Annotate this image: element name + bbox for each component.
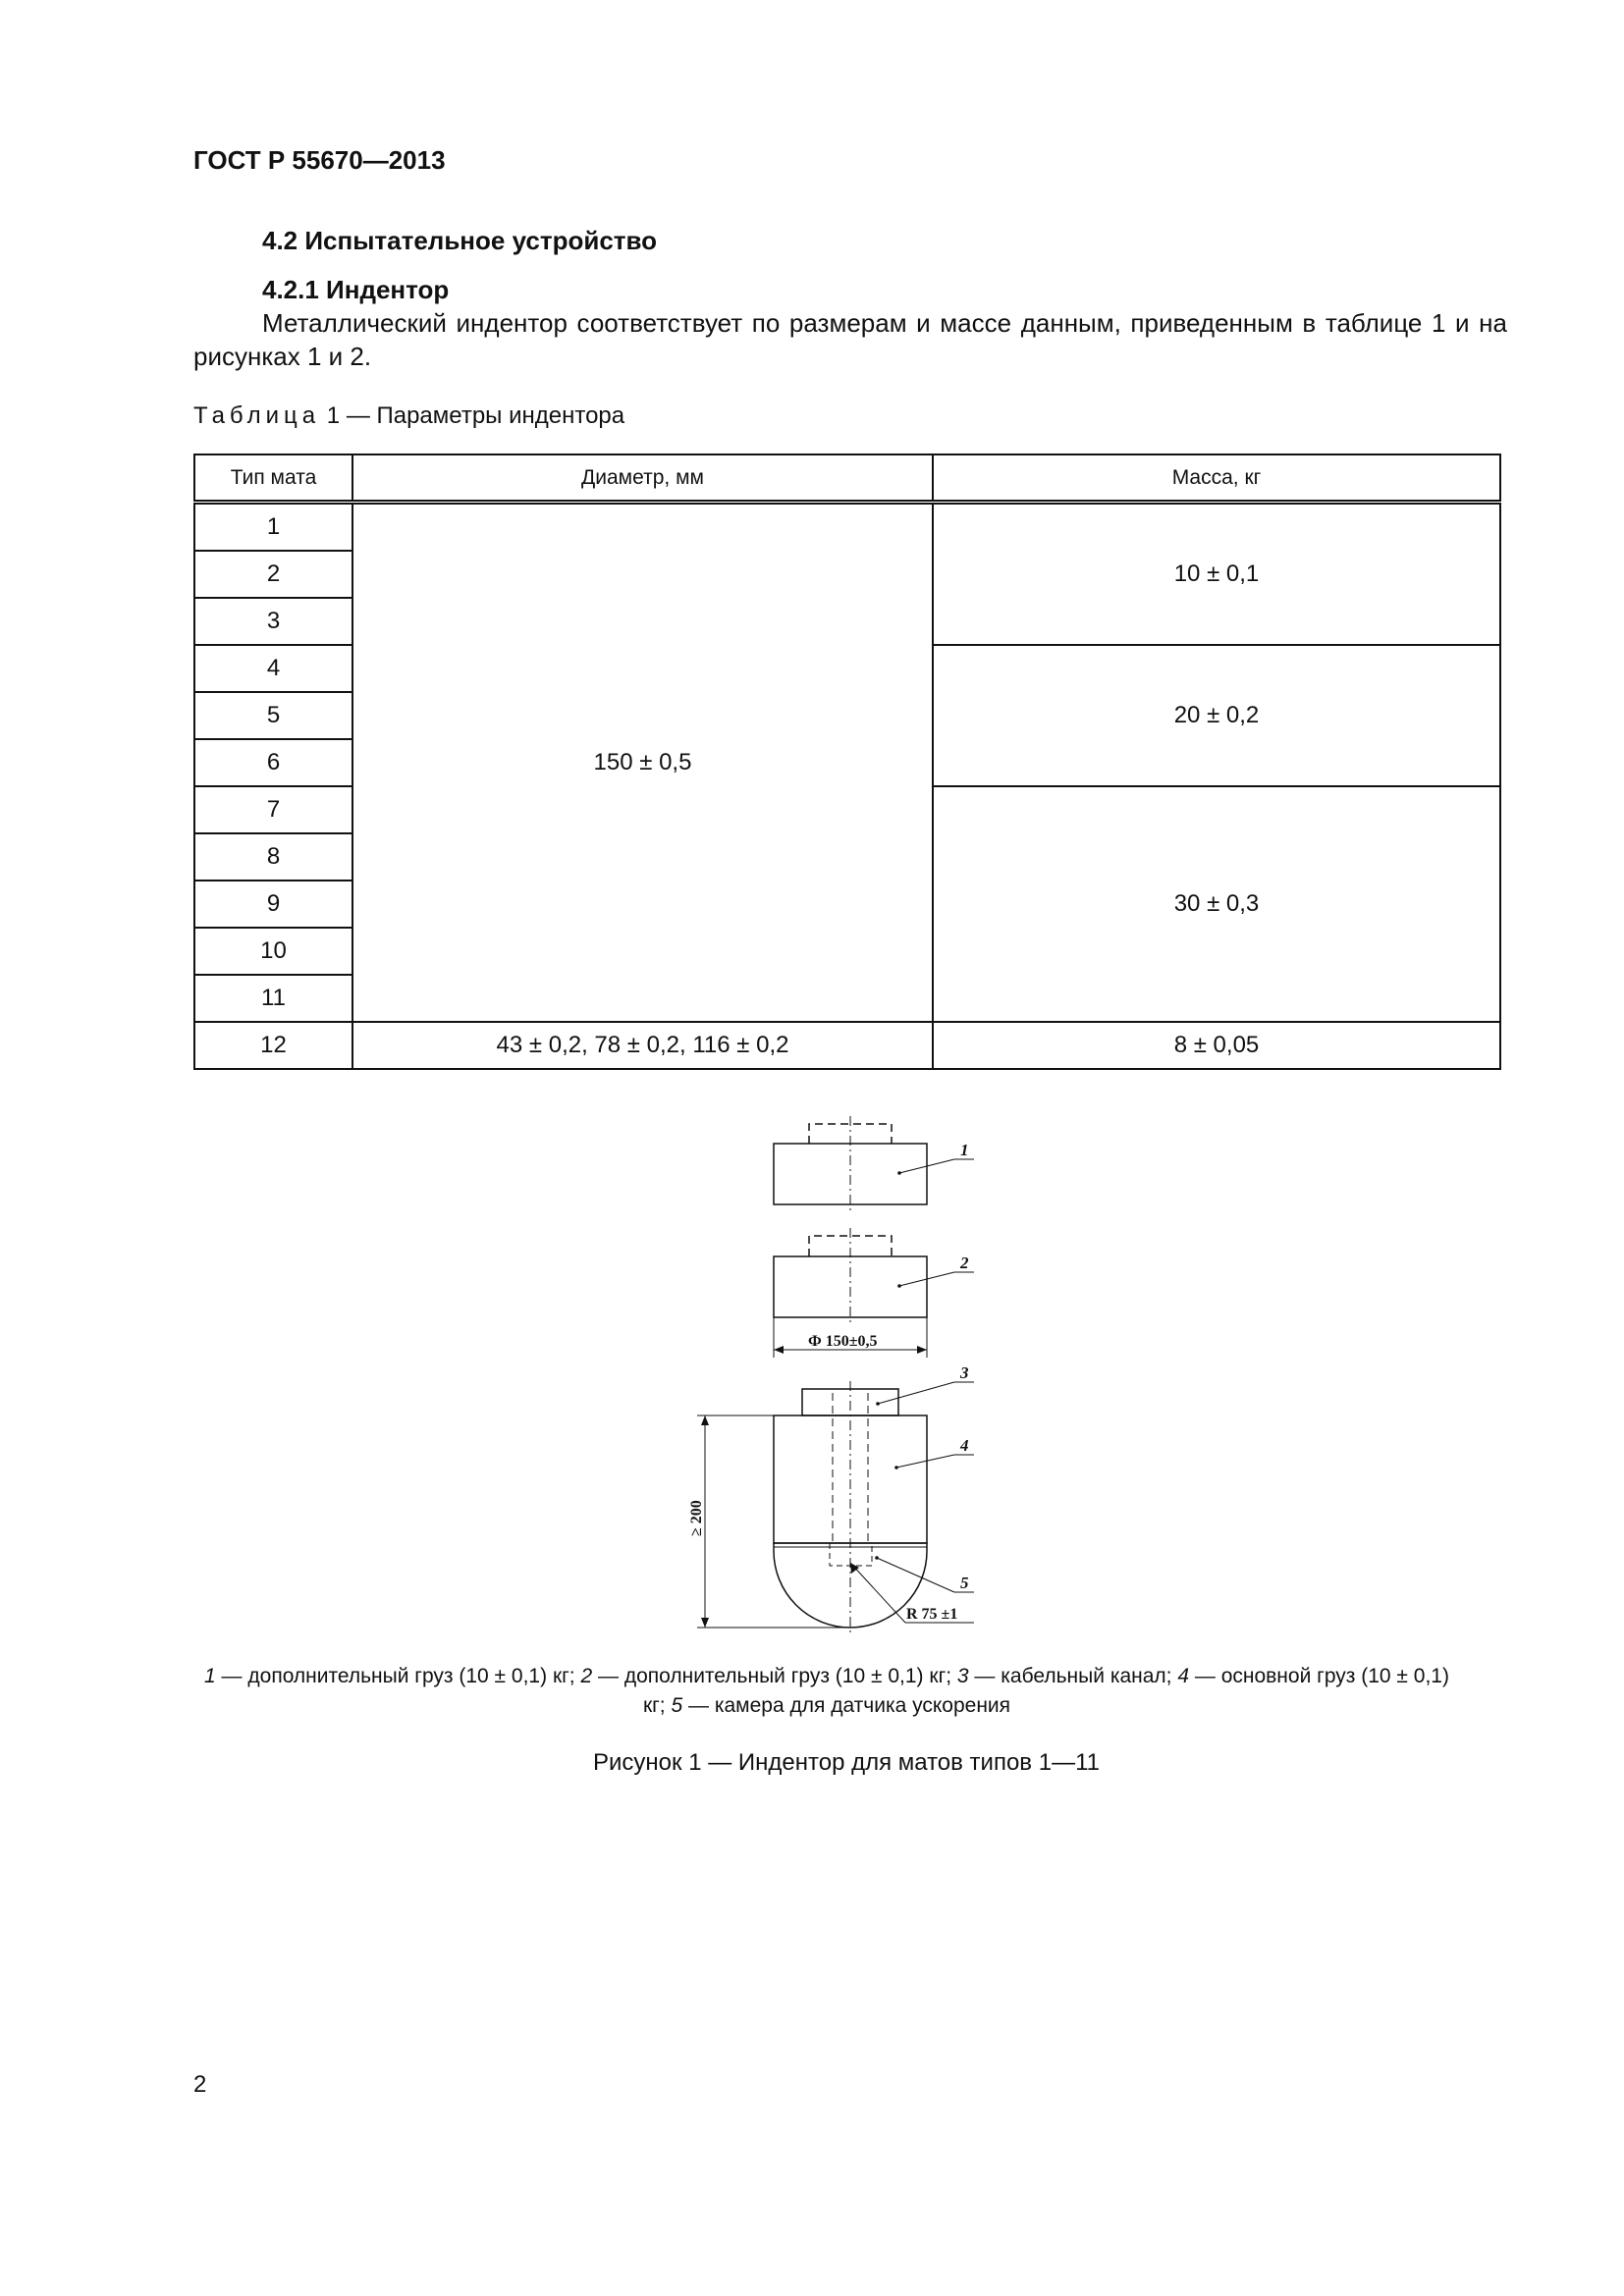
table-row (194, 503, 1500, 552)
mat-type-cell: 2 (194, 551, 352, 598)
mat-type-cell: 3 (194, 598, 352, 645)
figure-legend (193, 1662, 1460, 1721)
legend-number: 5 (671, 1694, 683, 1717)
callout-1: 1 (960, 1141, 969, 1159)
page-number: 2 (193, 2071, 207, 2098)
header-diameter: Диаметр, мм (352, 454, 933, 503)
document-code: ГОСТ Р 55670—2013 (193, 145, 446, 175)
figure-caption: Рисунок 1 — Индентор для матов типов 1—11 (593, 1749, 1100, 1776)
table-caption-label: Таблица (193, 402, 321, 429)
indentor-drawing (687, 1104, 1021, 1634)
mass-cell-group1: 10 ± 0,1 (933, 503, 1500, 646)
legend-number: 2 (580, 1665, 593, 1687)
mass-cell-group3: 30 ± 0,3 (933, 786, 1500, 1022)
mat-type-cell: 8 (194, 833, 352, 881)
mass-cell-last: 8 ± 0,05 (933, 1022, 1500, 1069)
height-dimension-label: ≥ 200 (688, 1500, 705, 1536)
body-paragraph: Металлический индентор соответствует по размерам и массе данным, приведенным в таблице 1 и на рисунках 1 и 2. (193, 308, 1507, 371)
mat-type-cell: 7 (194, 786, 352, 833)
mat-type-cell: 6 (194, 739, 352, 786)
diameter-dimension-label: Ф 150±0,5 (808, 1333, 878, 1350)
legend-text: — дополнительный груз (10 ± 0,1) кг; (215, 1665, 581, 1687)
mat-type-cell: 9 (194, 881, 352, 928)
legend-number: 1 (204, 1665, 216, 1687)
table-caption-number: 1 (326, 402, 341, 429)
legend-text: — основной груз (10 ± 0,1) кг; (642, 1665, 1449, 1717)
legend-text: — кабельный канал; (968, 1665, 1178, 1687)
mat-type-cell: 10 (194, 928, 352, 975)
callout-5: 5 (960, 1574, 969, 1592)
table-row (194, 1022, 1500, 1069)
legend-text: — дополнительный груз (10 ± 0,1) кг; (592, 1665, 957, 1687)
radius-dimension-line (850, 1563, 905, 1623)
callout-3: 3 (960, 1363, 969, 1382)
table-header-row (194, 454, 1500, 503)
table-caption (193, 402, 624, 430)
diameter-cell-main: 150 ± 0,5 (352, 503, 933, 1023)
section-heading: 4.2 Испытательное устройство (262, 226, 658, 255)
callout-4: 4 (960, 1436, 969, 1455)
mat-type-cell: 1 (194, 503, 352, 552)
indentor-parameters-table (193, 454, 1501, 1070)
mat-type-cell: 4 (194, 645, 352, 692)
radius-dimension-label: R 75 ±1 (906, 1606, 958, 1623)
header-mass: Масса, кг (933, 454, 1500, 503)
header-mat-type: Тип мата (194, 454, 352, 503)
legend-number: 3 (956, 1665, 969, 1687)
table-caption-title: — Параметры индентора (346, 402, 625, 429)
legend-text: — камера для датчика ускорения (682, 1694, 1011, 1717)
subsection-heading: 4.2.1 Индентор (262, 275, 450, 304)
mass-cell-group2: 20 ± 0,2 (933, 645, 1500, 786)
mat-type-cell: 5 (194, 692, 352, 739)
diameter-cell-last: 43 ± 0,2, 78 ± 0,2, 116 ± 0,2 (352, 1022, 933, 1069)
callout-2: 2 (960, 1254, 969, 1272)
mat-type-cell: 12 (194, 1022, 352, 1069)
legend-number: 4 (1177, 1665, 1190, 1687)
mat-type-cell: 11 (194, 975, 352, 1022)
